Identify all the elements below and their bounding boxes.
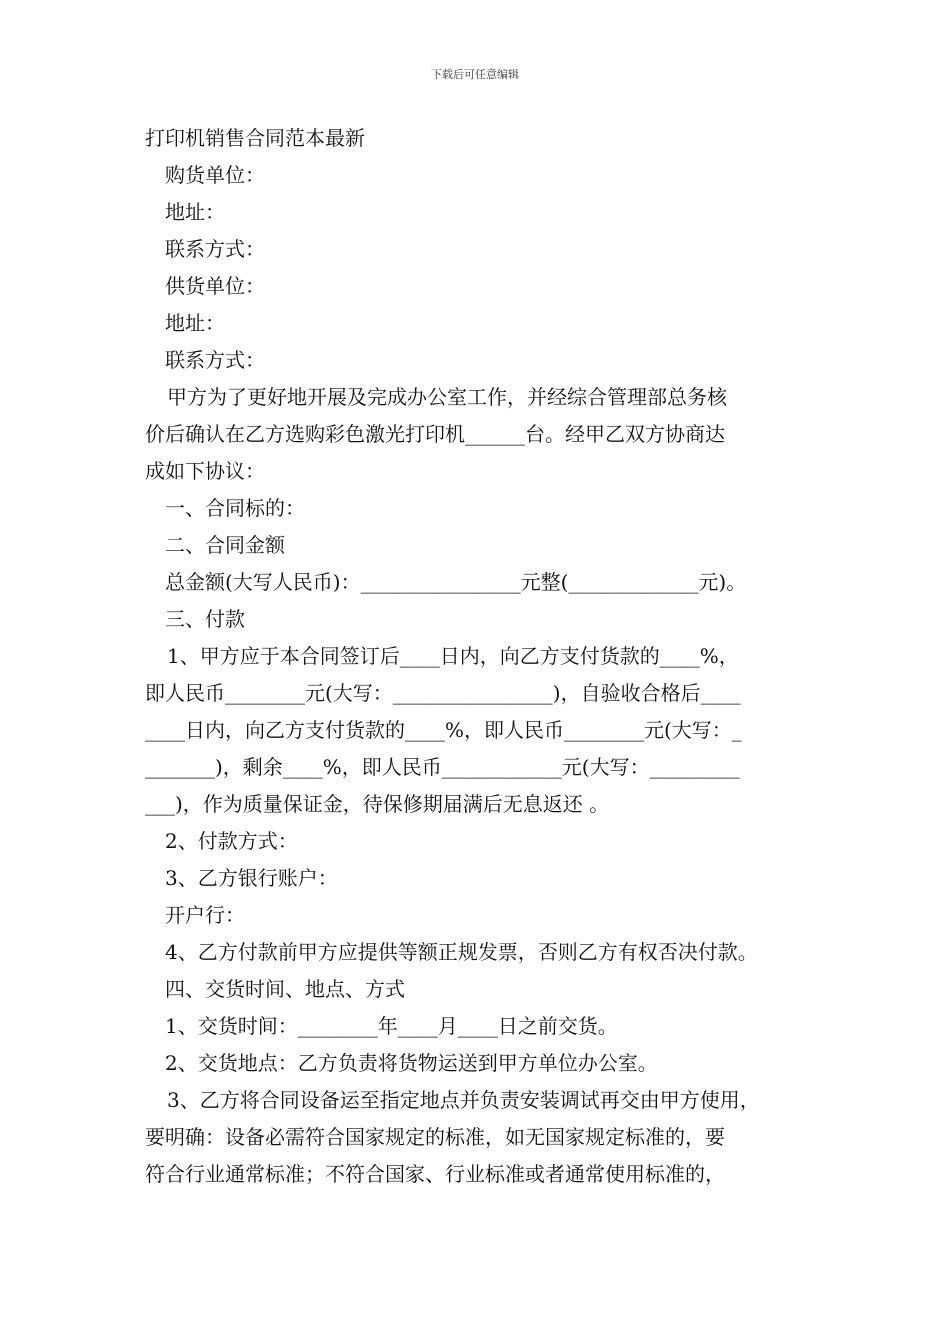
paragraph-line: 价后确认在乙方选购彩色激光打印机______台。经甲乙双方协商达 bbox=[145, 422, 725, 446]
clause-line: 3、乙方银行账户： bbox=[165, 866, 338, 890]
document-body bbox=[145, 120, 815, 1193]
paragraph-line: 成如下协议： bbox=[145, 459, 265, 483]
buyer-unit-line: 购货单位： bbox=[165, 163, 265, 187]
paragraph-line: 甲方为了更好地开展及完成办公室工作，并经综合管理部总务核 bbox=[167, 385, 727, 409]
paragraph-line: 即人民币________元(大写：________________)，自验收合格后____ bbox=[145, 681, 741, 705]
total-amount-line: 总金额(大写人民币)：________________元整(_____________元)。 bbox=[165, 570, 747, 594]
section-heading: 四、交货时间、地点、方式 bbox=[165, 977, 405, 1001]
supplier-address-line: 地址： bbox=[165, 311, 225, 335]
page-header-note: 下载后可任意编辑 bbox=[431, 68, 519, 81]
clause-line: 2、交货地点：乙方负责将货物运送到甲方单位办公室。 bbox=[165, 1051, 658, 1075]
paragraph-line: ___)，作为质量保证金，待保修期届满后无息返还 。 bbox=[145, 792, 610, 816]
buyer-address-line: 地址： bbox=[165, 200, 225, 224]
buyer-contact-line: 联系方式： bbox=[165, 237, 265, 261]
section-heading: 二、合同金额 bbox=[165, 533, 285, 557]
paragraph-line: 1、甲方应于本合同签订后____日内，向乙方支付货款的____%， bbox=[167, 644, 739, 668]
section-heading: 一、合同标的： bbox=[165, 496, 305, 520]
paragraph-line: 3、乙方将合同设备运至指定地点并负责安装调试再交由甲方使用， bbox=[167, 1088, 760, 1112]
paragraph-line: 要明确：设备必需符合国家规定的标准，如无国家规定标准的，要 bbox=[145, 1125, 725, 1149]
paragraph-line: _______)，剩余____%，即人民币____________元(大写：_________ bbox=[145, 755, 740, 779]
paragraph-line: 符合行业通常标准；不符合国家、行业标准或者通常使用标准的， bbox=[145, 1162, 725, 1186]
supplier-unit-line: 供货单位： bbox=[165, 274, 265, 298]
clause-line: 4、乙方付款前甲方应提供等额正规发票，否则乙方有权否决付款。 bbox=[165, 940, 758, 964]
clause-line: 2、付款方式： bbox=[165, 829, 298, 853]
clause-line: 开户行： bbox=[165, 903, 245, 927]
section-heading: 三、付款 bbox=[165, 607, 245, 631]
document-title: 打印机销售合同范本最新 bbox=[145, 126, 365, 150]
clause-line: 1、交货时间：________年____月____日之前交货。 bbox=[165, 1014, 618, 1038]
paragraph-line: ____日内，向乙方支付货款的____%，即人民币________元(大写：_ bbox=[145, 718, 742, 742]
supplier-contact-line: 联系方式： bbox=[165, 348, 265, 372]
